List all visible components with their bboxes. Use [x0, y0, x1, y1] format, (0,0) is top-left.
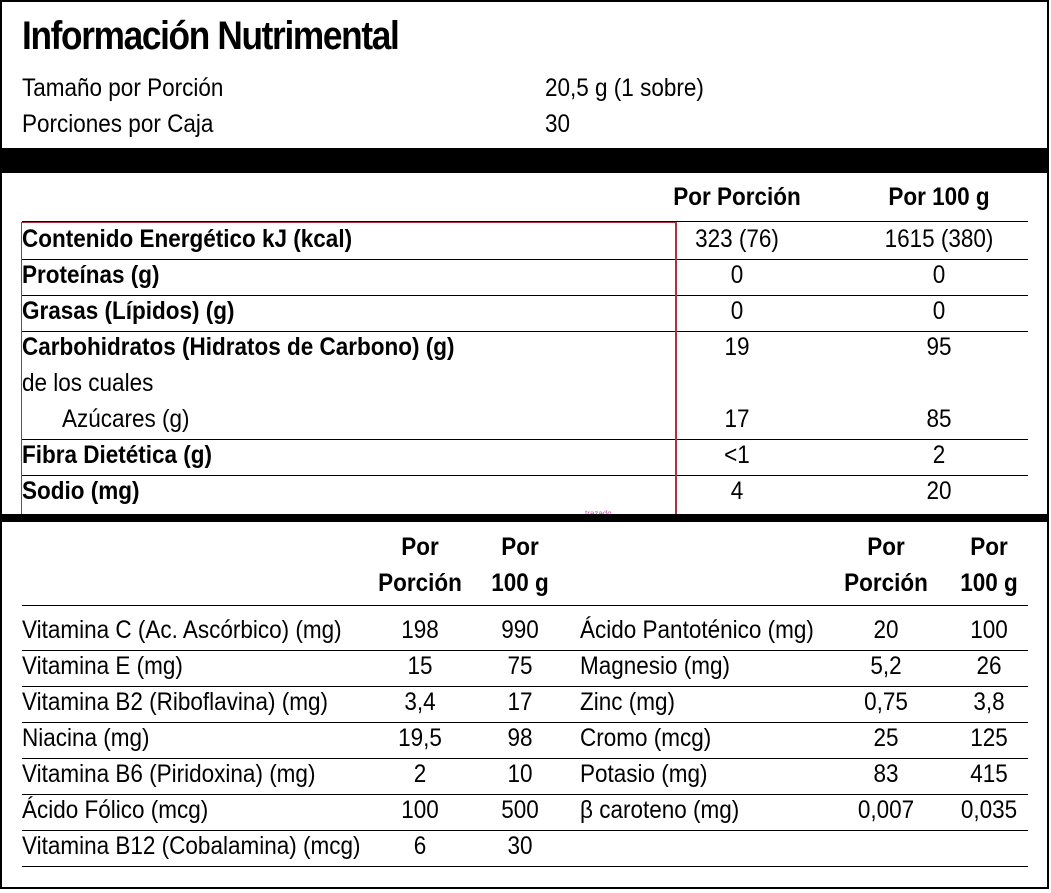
vitamin-per-serving: 15 — [407, 652, 433, 680]
vitamin-per-serving: 6 — [413, 832, 427, 860]
vitamin-per-serving: 83 — [873, 760, 899, 788]
nutrient-per-100g: 0 — [932, 297, 946, 325]
nutrient-per-100g: 20 — [926, 477, 952, 505]
vitamin-per-100g: 125 — [970, 724, 1008, 752]
selection-box-divider — [676, 222, 677, 516]
vitamin-label: Vitamina B2 (Riboflavina) (mg) — [22, 688, 328, 716]
vitamin-label: Magnesio (mg) — [580, 652, 731, 680]
vitamin-per-100g: 100 — [970, 616, 1008, 644]
nutrient-per-serving: <1 — [724, 441, 750, 469]
nutrient-per-serving: 17 — [724, 405, 750, 433]
vitamin-per-serving: 5,2 — [870, 652, 902, 680]
nutrient-per-100g: 2 — [932, 441, 946, 469]
servings-per-box-value: 30 — [545, 110, 571, 138]
vitamin-label: β caroteno (mg) — [580, 796, 740, 824]
vitamin-row-divider — [22, 794, 1028, 795]
vit-left-header-per-100g-l2: 100 g — [491, 569, 549, 597]
vitamin-per-100g: 500 — [501, 796, 539, 824]
vit-left-header-per-100g-l1: Por — [501, 533, 539, 561]
vitamin-per-100g: 990 — [501, 616, 539, 644]
nutrient-per-100g: 95 — [926, 333, 952, 361]
vitamin-row-divider — [22, 830, 1028, 831]
nutrient-per-serving: 0 — [730, 297, 744, 325]
nutrient-per-serving: 0 — [730, 261, 744, 289]
vit-right-header-per-serving-l1: Por — [867, 533, 905, 561]
nutrient-per-100g: 0 — [932, 261, 946, 289]
nutrient-label: Fibra Dietética (g) — [22, 441, 213, 469]
vitamin-row-divider — [22, 722, 1028, 723]
nutrient-per-serving: 4 — [730, 477, 744, 505]
vitamin-label: Vitamina B6 (Piridoxina) (mg) — [22, 760, 316, 788]
nutrient-per-serving: 323 (76) — [695, 225, 779, 253]
vitamin-row-divider — [22, 758, 1028, 759]
vitamin-per-100g: 415 — [970, 760, 1008, 788]
vitamin-label: Vitamina C (Ac. Ascórbico) (mg) — [22, 616, 342, 644]
nutrient-label: de los cuales — [22, 369, 154, 397]
vitamin-label: Ácido Pantoténico (mg) — [580, 616, 814, 644]
vitamin-label: Potasio (mg) — [580, 760, 708, 788]
nutrient-per-100g: 85 — [926, 405, 952, 433]
nutrient-label: Carbohidratos (Hidratos de Carbono) (g) — [22, 333, 455, 361]
vitamin-per-100g: 3,8 — [973, 688, 1005, 716]
vitamin-per-serving: 3,4 — [404, 688, 436, 716]
col-header-per-serving: Por Porción — [673, 183, 801, 211]
thick-divider-top — [0, 148, 1049, 173]
label-title: Información Nutrimental — [22, 14, 399, 58]
vitamin-per-serving: 0,007 — [857, 796, 915, 824]
vit-left-header-per-serving-l2: Porción — [378, 569, 462, 597]
serving-size-label: Tamaño por Porción — [22, 74, 224, 102]
vitamin-label: Vitamina E (mg) — [22, 652, 183, 680]
nutrient-label: Azúcares (g) — [62, 405, 190, 433]
nutrient-label: Proteínas (g) — [22, 261, 160, 289]
vitamin-label: Niacina (mg) — [22, 724, 150, 752]
vitamin-label: Vitamina B12 (Cobalamina) (mcg) — [22, 832, 361, 860]
servings-per-box-label: Porciones por Caja — [22, 110, 214, 138]
col-header-per-100g: Por 100 g — [888, 183, 990, 211]
vitamin-row-divider — [22, 686, 1028, 687]
vitamin-per-serving: 25 — [873, 724, 899, 752]
nutrient-label: Contenido Energético kJ (kcal) — [22, 225, 353, 253]
vit-right-header-per-100g-l2: 100 g — [960, 569, 1018, 597]
nutrient-label: Grasas (Lípidos) (g) — [22, 297, 235, 325]
vitamin-per-100g: 10 — [507, 760, 533, 788]
vitamin-per-serving: 19,5 — [398, 724, 442, 752]
vitamin-per-100g: 30 — [507, 832, 533, 860]
vitamin-per-100g: 0,035 — [960, 796, 1018, 824]
vitamin-row-divider — [22, 650, 1028, 651]
thick-divider-middle — [0, 514, 1049, 522]
vitamin-per-serving: 198 — [401, 616, 439, 644]
vitamin-per-serving: 0,75 — [864, 688, 908, 716]
nutrient-label: Sodio (mg) — [22, 477, 140, 505]
vitamin-per-serving: 100 — [401, 796, 439, 824]
vit-left-header-per-serving-l1: Por — [401, 533, 439, 561]
vitamin-per-100g: 75 — [507, 652, 533, 680]
vit-right-header-per-serving-l2: Porción — [844, 569, 928, 597]
vitamin-per-serving: 20 — [873, 616, 899, 644]
vitamin-row-divider — [22, 605, 1028, 606]
vitamin-label: Ácido Fólico (mcg) — [22, 796, 209, 824]
vitamin-label: Cromo (mcg) — [580, 724, 712, 752]
vitamin-per-100g: 26 — [976, 652, 1002, 680]
vitamin-per-serving: 2 — [413, 760, 427, 788]
selection-box — [21, 222, 676, 516]
vitamin-per-100g: 17 — [507, 688, 533, 716]
vit-right-header-per-100g-l1: Por — [970, 533, 1008, 561]
nutrient-per-serving: 19 — [724, 333, 750, 361]
nutrient-per-100g: 1615 (380) — [884, 225, 994, 253]
vitamin-per-100g: 98 — [507, 724, 533, 752]
vitamin-label: Zinc (mg) — [580, 688, 676, 716]
vitamin-row-divider — [22, 866, 1028, 867]
serving-size-value: 20,5 g (1 sobre) — [545, 74, 704, 102]
